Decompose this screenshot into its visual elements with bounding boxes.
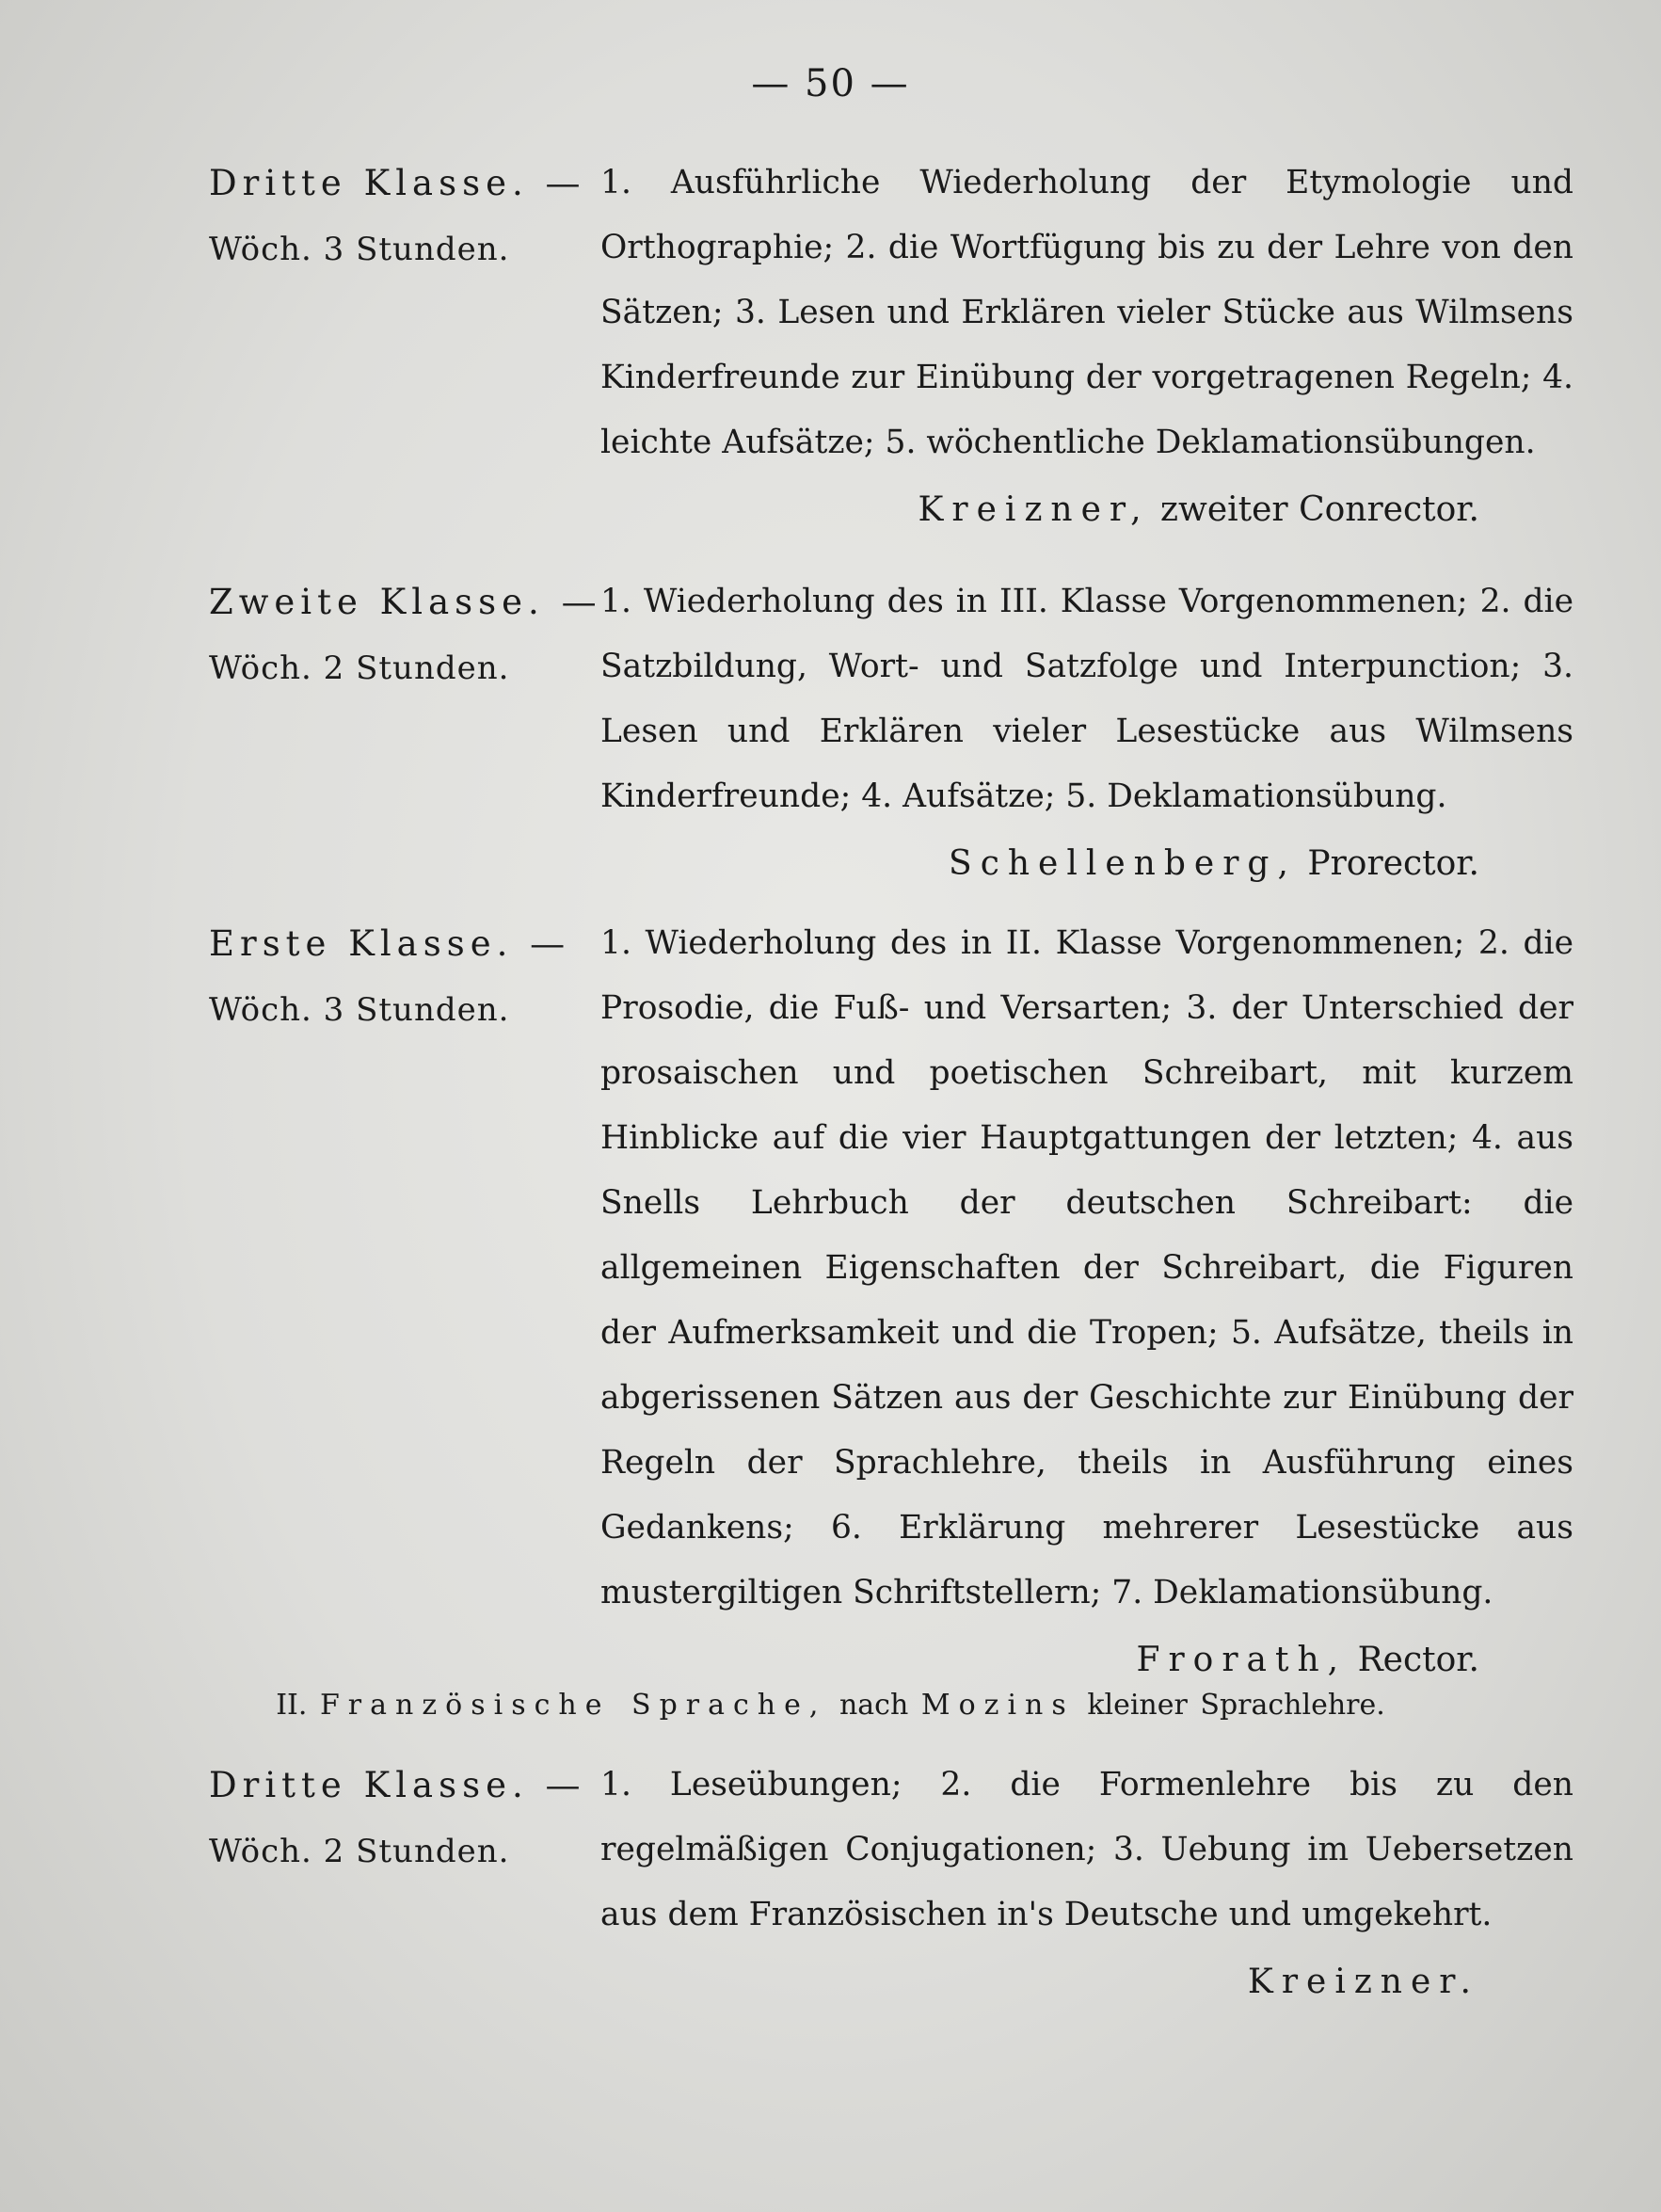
section-rest: kleiner Sprachlehre.: [1087, 1689, 1385, 1722]
section-subject: Französische Sprache,: [319, 1689, 827, 1722]
class-label-block: [209, 1753, 593, 1948]
curriculum-text: 1. Leseübungen; 2. die Formenlehre bis zu den regelmäßigen Conjugationen; 3. Uebung im Uebersetzen aus dem Französischen in's Deutsche und umgekehrt.: [600, 1766, 1573, 1933]
class-label-block: [209, 569, 602, 829]
class-name: Dritte Klasse. —: [209, 1765, 586, 1805]
teacher-role: zweiter Conrector.: [1160, 490, 1479, 529]
teacher-name: Kreizner,: [918, 490, 1150, 529]
weekly-hours: Wöch. 2 Stunden.: [209, 649, 510, 687]
curriculum-text: 1. Ausführliche Wiederholung der Etymologie und Orthographie; 2. die Wortfügung bis zu der Lehre von den Sätzen; 3. Lesen und Erklären vieler Stücke aus Wilmsens Kinderfreunde zur Einübung der vorgetragenen Regeln; 4. leichte Aufsätze; 5. wöchentliche Deklamationsübungen.: [600, 164, 1573, 461]
class-name: Zweite Klasse. —: [209, 582, 602, 622]
teacher-name: Kreizner.: [1247, 1963, 1479, 2001]
section-heading: [0, 1677, 1661, 1734]
section-numeral: II.: [276, 1689, 308, 1722]
teacher-line: [209, 831, 1573, 897]
german-class-1-entry: [209, 911, 1573, 1693]
german-class-2-entry: [209, 569, 1573, 897]
class-name: Erste Klasse. —: [209, 923, 571, 964]
weekly-hours: Wöch. 3 Stunden.: [209, 991, 510, 1029]
german-class-3-entry: [209, 151, 1573, 543]
weekly-hours: Wöch. 2 Stunden.: [209, 1833, 510, 1870]
teacher-line: [209, 1949, 1573, 2015]
weekly-hours: Wöch. 3 Stunden.: [209, 231, 510, 268]
teacher-name: Frorath,: [1136, 1641, 1348, 1679]
curriculum-text: 1. Wiederholung des in III. Klasse Vorgenommenen; 2. die Satzbildung, Wort- und Satzfolge und Interpunction; 3. Lesen und Erklären vieler Lesestücke aus Wilmsens Kinderfreunde; 4. Aufsätze; 5. Deklamationsübung.: [600, 583, 1573, 815]
section-nach: nach: [838, 1689, 909, 1722]
class-label-block: [209, 911, 593, 1626]
curriculum-text: 1. Wiederholung des in II. Klasse Vorgenommenen; 2. die Prosodie, die Fuß- und Versarten; 3. der Unterschied der prosaischen und poetischen Schreibart, mit kurzem Hinblicke auf die vier Hauptgattungen der letzten; 4. aus Snells Lehrbuch der deutschen Schreibart: die allgemeinen Eigenschaften der Schreibart, die Figuren der Aufmerksamkeit und die Tropen; 5. Aufsätze, theils in abgerissenen Sätzen aus der Geschichte zur Einübung der Regeln der Sprachlehre, theils in Ausführung eines Gedankens; 6. Erklärung mehrerer Lesestücke aus mustergiltigen Schriftstellern; 7. Deklamationsübung.: [600, 924, 1573, 1611]
class-name: Dritte Klasse. —: [209, 163, 586, 203]
class-label-block: [209, 151, 593, 475]
section-author: Mozins: [920, 1689, 1075, 1722]
teacher-name: Schellenberg,: [949, 844, 1297, 883]
teacher-role: Rector.: [1357, 1641, 1479, 1679]
french-class-3-entry: [209, 1753, 1573, 2015]
teacher-role: Prorector.: [1307, 844, 1479, 883]
teacher-line: [209, 477, 1573, 543]
page-number: — 50 —: [751, 62, 910, 105]
